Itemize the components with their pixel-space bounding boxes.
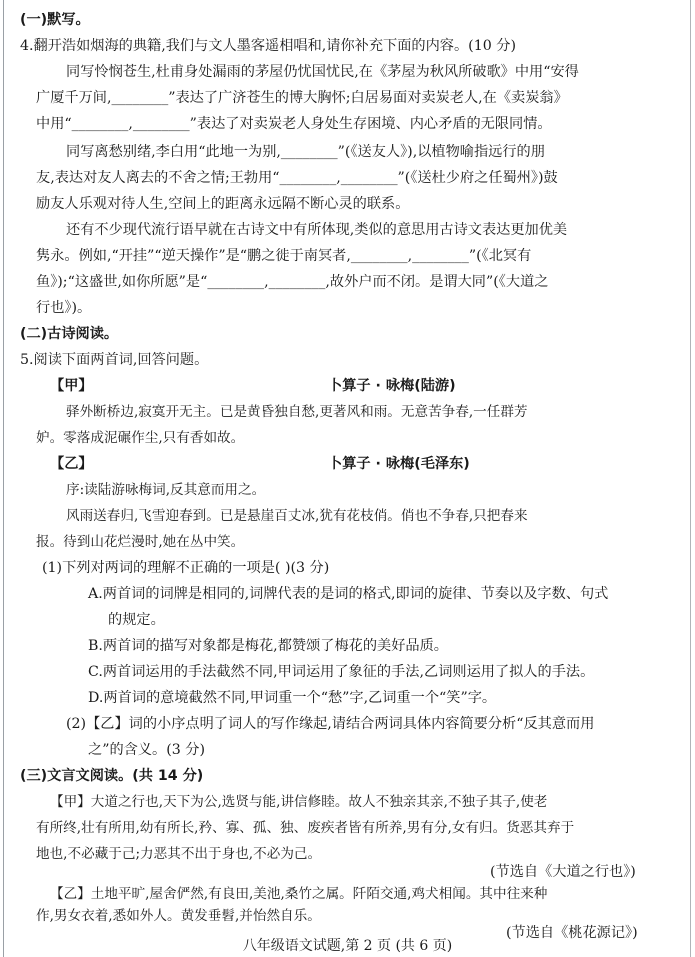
- poem-yi-line1: 风雨送春归,飞雪迎春到。已是悬崖百丈冰,犹有花枝俏。俏也不争春,只把春来: [66, 508, 528, 524]
- classical-yi-line1: 【乙】土地平旷,屋舍俨然,有良田,美池,桑竹之属。阡陌交通,鸡犬相闻。其中往来种: [50, 886, 548, 902]
- q4-paragraph2-line2: 友,表达对友人离去的不舍之情;王勃用“________,________”(《送杜少府之任蜀州》)鼓: [36, 170, 558, 186]
- poem-yi-title: 卜算子 · 咏梅(毛泽东): [328, 456, 470, 472]
- page-edge-right: [690, 0, 691, 957]
- option-d: D.两首词的意境截然不同,甲词重一个“愁”字,乙词重一个“笑”字。: [88, 690, 497, 706]
- q4-paragraph1-line1: 同写怜悯苍生,杜甫身处漏雨的茅屋仍忧国忧民,在《茅屋为秋风所破歌》中用“安得: [66, 64, 579, 80]
- q4-paragraph2-line3: 励友人乐观对待人生,空间上的距离永远隔不断心灵的联系。: [36, 196, 410, 212]
- classical-yi-line2: 作,男女衣着,悉如外人。黄发垂髫,并怡然自乐。: [36, 908, 321, 924]
- classical-jia-line3: 地也,不必藏于己;力恶其不出于身也,不必为己。: [36, 846, 322, 862]
- page-edge-left: [3, 0, 4, 957]
- option-a-line2: 的规定。: [108, 612, 165, 628]
- q4-paragraph3-line3: 鱼》);“这盛世,如你所愿”是“________,________,故外户而不闭。是谓大同”(《大道之: [36, 274, 549, 290]
- classical-jia-source: (节选自《大道之行也》): [490, 864, 636, 880]
- q4-paragraph1-line3: 中用“________,________”表达了对卖炭老人身处生存困境、内心矛盾的无限同情。: [36, 116, 552, 132]
- question-5-2-line2: 之”的含义。(3 分): [88, 742, 205, 758]
- poem-yi-preface: 序:读陆游咏梅词,反其意而用之。: [66, 482, 266, 498]
- page-footer: 八年级语文试题,第 2 页 (共 6 页): [242, 938, 453, 954]
- option-c: C.两首词运用的手法截然不同,甲词运用了象征的手法,乙词则运用了拟人的手法。: [88, 664, 595, 680]
- section-heading-poetry: (二)古诗阅读。: [20, 326, 119, 342]
- question-5-2-line1: (2)【乙】词的小序点明了词人的写作缘起,请结合两词具体内容简要分析“反其意而用: [66, 716, 595, 732]
- q4-paragraph1-line2: 广厦千万间,________”表达了广济苍生的博大胸怀;白居易面对卖炭老人,在《卖炭翁》: [36, 90, 568, 106]
- poem-jia-title: 卜算子 · 咏梅(陆游): [328, 378, 456, 394]
- q4-paragraph3-line4: 行也》)。: [36, 300, 92, 316]
- poem-jia-line2: 妒。零落成泥碾作尘,只有香如故。: [36, 430, 245, 446]
- q4-paragraph3-line1: 还有不少现代流行语早就在古诗文中有所体现,类似的意思用古诗文表达更加优美: [66, 222, 568, 238]
- question-4-prompt: 4.翻开浩如烟海的典籍,我们与文人墨客遥相唱和,请你补充下面的内容。(10 分): [20, 38, 517, 54]
- classical-jia-line1: 【甲】大道之行也,天下为公,选贤与能,讲信修睦。故人不独亲其亲,不独子其子,使老: [50, 794, 548, 810]
- section-heading-dictation: (一)默写。: [20, 12, 90, 28]
- classical-yi-source: (节选自《桃花源记》): [506, 925, 638, 941]
- section-heading-classical: (三)文言文阅读。(共 14 分): [20, 768, 204, 784]
- classical-jia-line2: 有所终,壮有所用,幼有所长,矜、寡、孤、独、废疾者皆有所养,男有分,女有归。货恶其弃于: [36, 820, 575, 836]
- q4-paragraph2-line1: 同写离愁别绪,李白用“此地一为别,________”(《送友人》),以植物喻指远行的朋: [66, 144, 545, 160]
- option-a-line1: A.两首词的词牌是相同的,词牌代表的是词的格式,即词的旋律、节奏以及字数、句式: [88, 586, 609, 602]
- poem-jia-line1: 驿外断桥边,寂寞开无主。已是黄昏独自愁,更著风和雨。无意苦争春,一任群芳: [66, 404, 528, 420]
- option-b: B.两首词的描写对象都是梅花,都赞颂了梅花的美好品质。: [88, 638, 448, 654]
- question-5-prompt: 5.阅读下面两首词,回答问题。: [20, 352, 209, 368]
- poem-jia-tag: 【甲】: [50, 378, 93, 394]
- poem-yi-line2: 报。待到山花烂漫时,她在丛中笑。: [36, 534, 245, 550]
- q4-paragraph3-line2: 隽永。例如,“开挂”“逆天操作”是“鹏之徙于南冥者,________,________”(《北冥有: [36, 248, 532, 264]
- question-5-1-prompt: (1)下列对两词的理解不正确的一项是( )(3 分): [42, 560, 330, 576]
- poem-yi-tag: 【乙】: [50, 456, 93, 472]
